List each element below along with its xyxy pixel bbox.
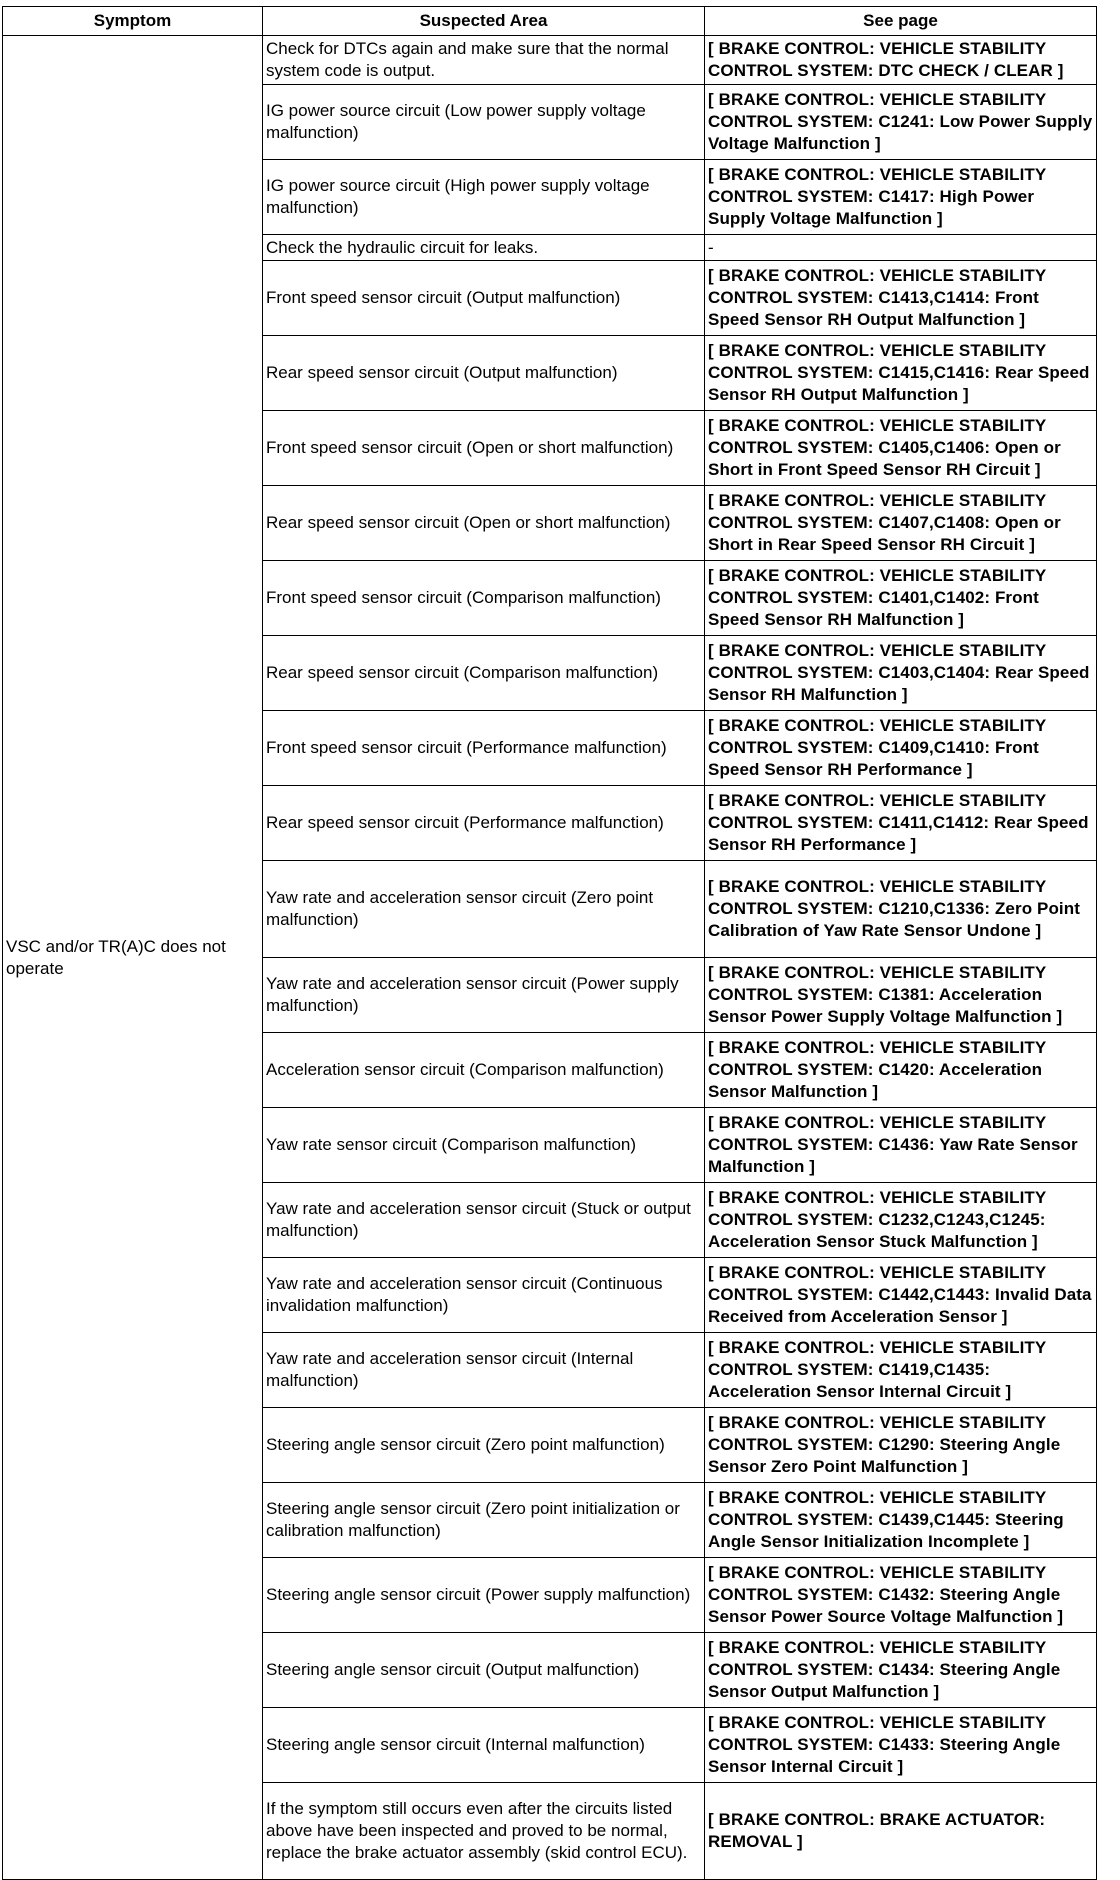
suspected-area-cell: Steering angle sensor circuit (Power supply malfunction) (263, 1558, 705, 1633)
see-page-link[interactable]: [ BRAKE CONTROL: VEHICLE STABILITY CONTROL SYSTEM: C1432: Steering Angle Sensor Power Source Voltage Malfunction ] (705, 1558, 1097, 1633)
suspected-area-cell: IG power source circuit (Low power supply voltage malfunction) (263, 85, 705, 160)
suspected-area-cell: Front speed sensor circuit (Comparison malfunction) (263, 561, 705, 636)
suspected-area-cell: IG power source circuit (High power supply voltage malfunction) (263, 160, 705, 235)
suspected-area-cell: Steering angle sensor circuit (Zero point initialization or calibration malfunction) (263, 1483, 705, 1558)
table-row (3, 36, 1097, 85)
suspected-area-cell: Rear speed sensor circuit (Comparison malfunction) (263, 636, 705, 711)
suspected-area-cell: Rear speed sensor circuit (Output malfunction) (263, 336, 705, 411)
suspected-area-cell: If the symptom still occurs even after the circuits listed above have been inspected and proved to be normal, replace the brake actuator assembly (skid control ECU). (263, 1783, 705, 1880)
see-page-link[interactable]: [ BRAKE CONTROL: VEHICLE STABILITY CONTROL SYSTEM: C1401,C1402: Front Speed Sensor RH Malfunction ] (705, 561, 1097, 636)
see-page-link[interactable]: [ BRAKE CONTROL: VEHICLE STABILITY CONTROL SYSTEM: C1409,C1410: Front Speed Sensor RH Performance ] (705, 711, 1097, 786)
suspected-area-cell: Yaw rate and acceleration sensor circuit (Power supply malfunction) (263, 958, 705, 1033)
suspected-area-cell: Front speed sensor circuit (Open or short malfunction) (263, 411, 705, 486)
suspected-area-cell: Check for DTCs again and make sure that the normal system code is output. (263, 36, 705, 85)
see-page-link[interactable]: [ BRAKE CONTROL: VEHICLE STABILITY CONTROL SYSTEM: C1420: Acceleration Sensor Malfunction ] (705, 1033, 1097, 1108)
see-page-link[interactable]: [ BRAKE CONTROL: VEHICLE STABILITY CONTROL SYSTEM: DTC CHECK / CLEAR ] (705, 36, 1097, 85)
see-page-text: - (705, 235, 1097, 261)
see-page-link[interactable]: [ BRAKE CONTROL: VEHICLE STABILITY CONTROL SYSTEM: C1232,C1243,C1245: Acceleration Sensor Stuck Malfunction ] (705, 1183, 1097, 1258)
suspected-area-cell: Steering angle sensor circuit (Internal malfunction) (263, 1708, 705, 1783)
see-page-link[interactable]: [ BRAKE CONTROL: VEHICLE STABILITY CONTROL SYSTEM: C1210,C1336: Zero Point Calibration of Yaw Rate Sensor Undone ] (705, 861, 1097, 958)
suspected-area-cell: Yaw rate sensor circuit (Comparison malfunction) (263, 1108, 705, 1183)
suspected-area-cell: Check the hydraulic circuit for leaks. (263, 235, 705, 261)
see-page-link[interactable]: [ BRAKE CONTROL: VEHICLE STABILITY CONTROL SYSTEM: C1413,C1414: Front Speed Sensor RH Output Malfunction ] (705, 261, 1097, 336)
see-page-link[interactable]: [ BRAKE CONTROL: VEHICLE STABILITY CONTROL SYSTEM: C1403,C1404: Rear Speed Sensor RH Malfunction ] (705, 636, 1097, 711)
see-page-link[interactable]: [ BRAKE CONTROL: BRAKE ACTUATOR: REMOVAL ] (705, 1783, 1097, 1880)
see-page-link[interactable]: [ BRAKE CONTROL: VEHICLE STABILITY CONTROL SYSTEM: C1436: Yaw Rate Sensor Malfunction ] (705, 1108, 1097, 1183)
problem-symptoms-table (2, 6, 1097, 1880)
header-symptom: Symptom (3, 7, 263, 36)
see-page-link[interactable]: [ BRAKE CONTROL: VEHICLE STABILITY CONTROL SYSTEM: C1411,C1412: Rear Speed Sensor RH Performance ] (705, 786, 1097, 861)
see-page-link[interactable]: [ BRAKE CONTROL: VEHICLE STABILITY CONTROL SYSTEM: C1442,C1443: Invalid Data Received from Acceleration Sensor ] (705, 1258, 1097, 1333)
see-page-link[interactable]: [ BRAKE CONTROL: VEHICLE STABILITY CONTROL SYSTEM: C1417: High Power Supply Voltage Malfunction ] (705, 160, 1097, 235)
symptom-cell: VSC and/or TR(A)C does not operate (3, 36, 263, 1880)
see-page-link[interactable]: [ BRAKE CONTROL: VEHICLE STABILITY CONTROL SYSTEM: C1415,C1416: Rear Speed Sensor RH Output Malfunction ] (705, 336, 1097, 411)
see-page-link[interactable]: [ BRAKE CONTROL: VEHICLE STABILITY CONTROL SYSTEM: C1405,C1406: Open or Short in Front Speed Sensor RH Circuit ] (705, 411, 1097, 486)
see-page-link[interactable]: [ BRAKE CONTROL: VEHICLE STABILITY CONTROL SYSTEM: C1407,C1408: Open or Short in Rear Speed Sensor RH Circuit ] (705, 486, 1097, 561)
suspected-area-cell: Yaw rate and acceleration sensor circuit (Stuck or output malfunction) (263, 1183, 705, 1258)
suspected-area-cell: Steering angle sensor circuit (Zero point malfunction) (263, 1408, 705, 1483)
see-page-link[interactable]: [ BRAKE CONTROL: VEHICLE STABILITY CONTROL SYSTEM: C1290: Steering Angle Sensor Zero Point Malfunction ] (705, 1408, 1097, 1483)
see-page-link[interactable]: [ BRAKE CONTROL: VEHICLE STABILITY CONTROL SYSTEM: C1433: Steering Angle Sensor Internal Circuit ] (705, 1708, 1097, 1783)
suspected-area-cell: Steering angle sensor circuit (Output malfunction) (263, 1633, 705, 1708)
suspected-area-cell: Acceleration sensor circuit (Comparison malfunction) (263, 1033, 705, 1108)
suspected-area-cell: Front speed sensor circuit (Output malfunction) (263, 261, 705, 336)
see-page-link[interactable]: [ BRAKE CONTROL: VEHICLE STABILITY CONTROL SYSTEM: C1434: Steering Angle Sensor Output Malfunction ] (705, 1633, 1097, 1708)
suspected-area-cell: Rear speed sensor circuit (Open or short malfunction) (263, 486, 705, 561)
suspected-area-cell: Yaw rate and acceleration sensor circuit (Zero point malfunction) (263, 861, 705, 958)
header-see-page: See page (705, 7, 1097, 36)
table-header-row (3, 7, 1097, 36)
header-suspected-area: Suspected Area (263, 7, 705, 36)
suspected-area-cell: Yaw rate and acceleration sensor circuit (Continuous invalidation malfunction) (263, 1258, 705, 1333)
see-page-link[interactable]: [ BRAKE CONTROL: VEHICLE STABILITY CONTROL SYSTEM: C1419,C1435: Acceleration Sensor Internal Circuit ] (705, 1333, 1097, 1408)
see-page-link[interactable]: [ BRAKE CONTROL: VEHICLE STABILITY CONTROL SYSTEM: C1381: Acceleration Sensor Power Supply Voltage Malfunction ] (705, 958, 1097, 1033)
see-page-link[interactable]: [ BRAKE CONTROL: VEHICLE STABILITY CONTROL SYSTEM: C1439,C1445: Steering Angle Sensor Initialization Incomplete ] (705, 1483, 1097, 1558)
see-page-link[interactable]: [ BRAKE CONTROL: VEHICLE STABILITY CONTROL SYSTEM: C1241: Low Power Supply Voltage Malfunction ] (705, 85, 1097, 160)
suspected-area-cell: Yaw rate and acceleration sensor circuit (Internal malfunction) (263, 1333, 705, 1408)
suspected-area-cell: Front speed sensor circuit (Performance malfunction) (263, 711, 705, 786)
suspected-area-cell: Rear speed sensor circuit (Performance malfunction) (263, 786, 705, 861)
